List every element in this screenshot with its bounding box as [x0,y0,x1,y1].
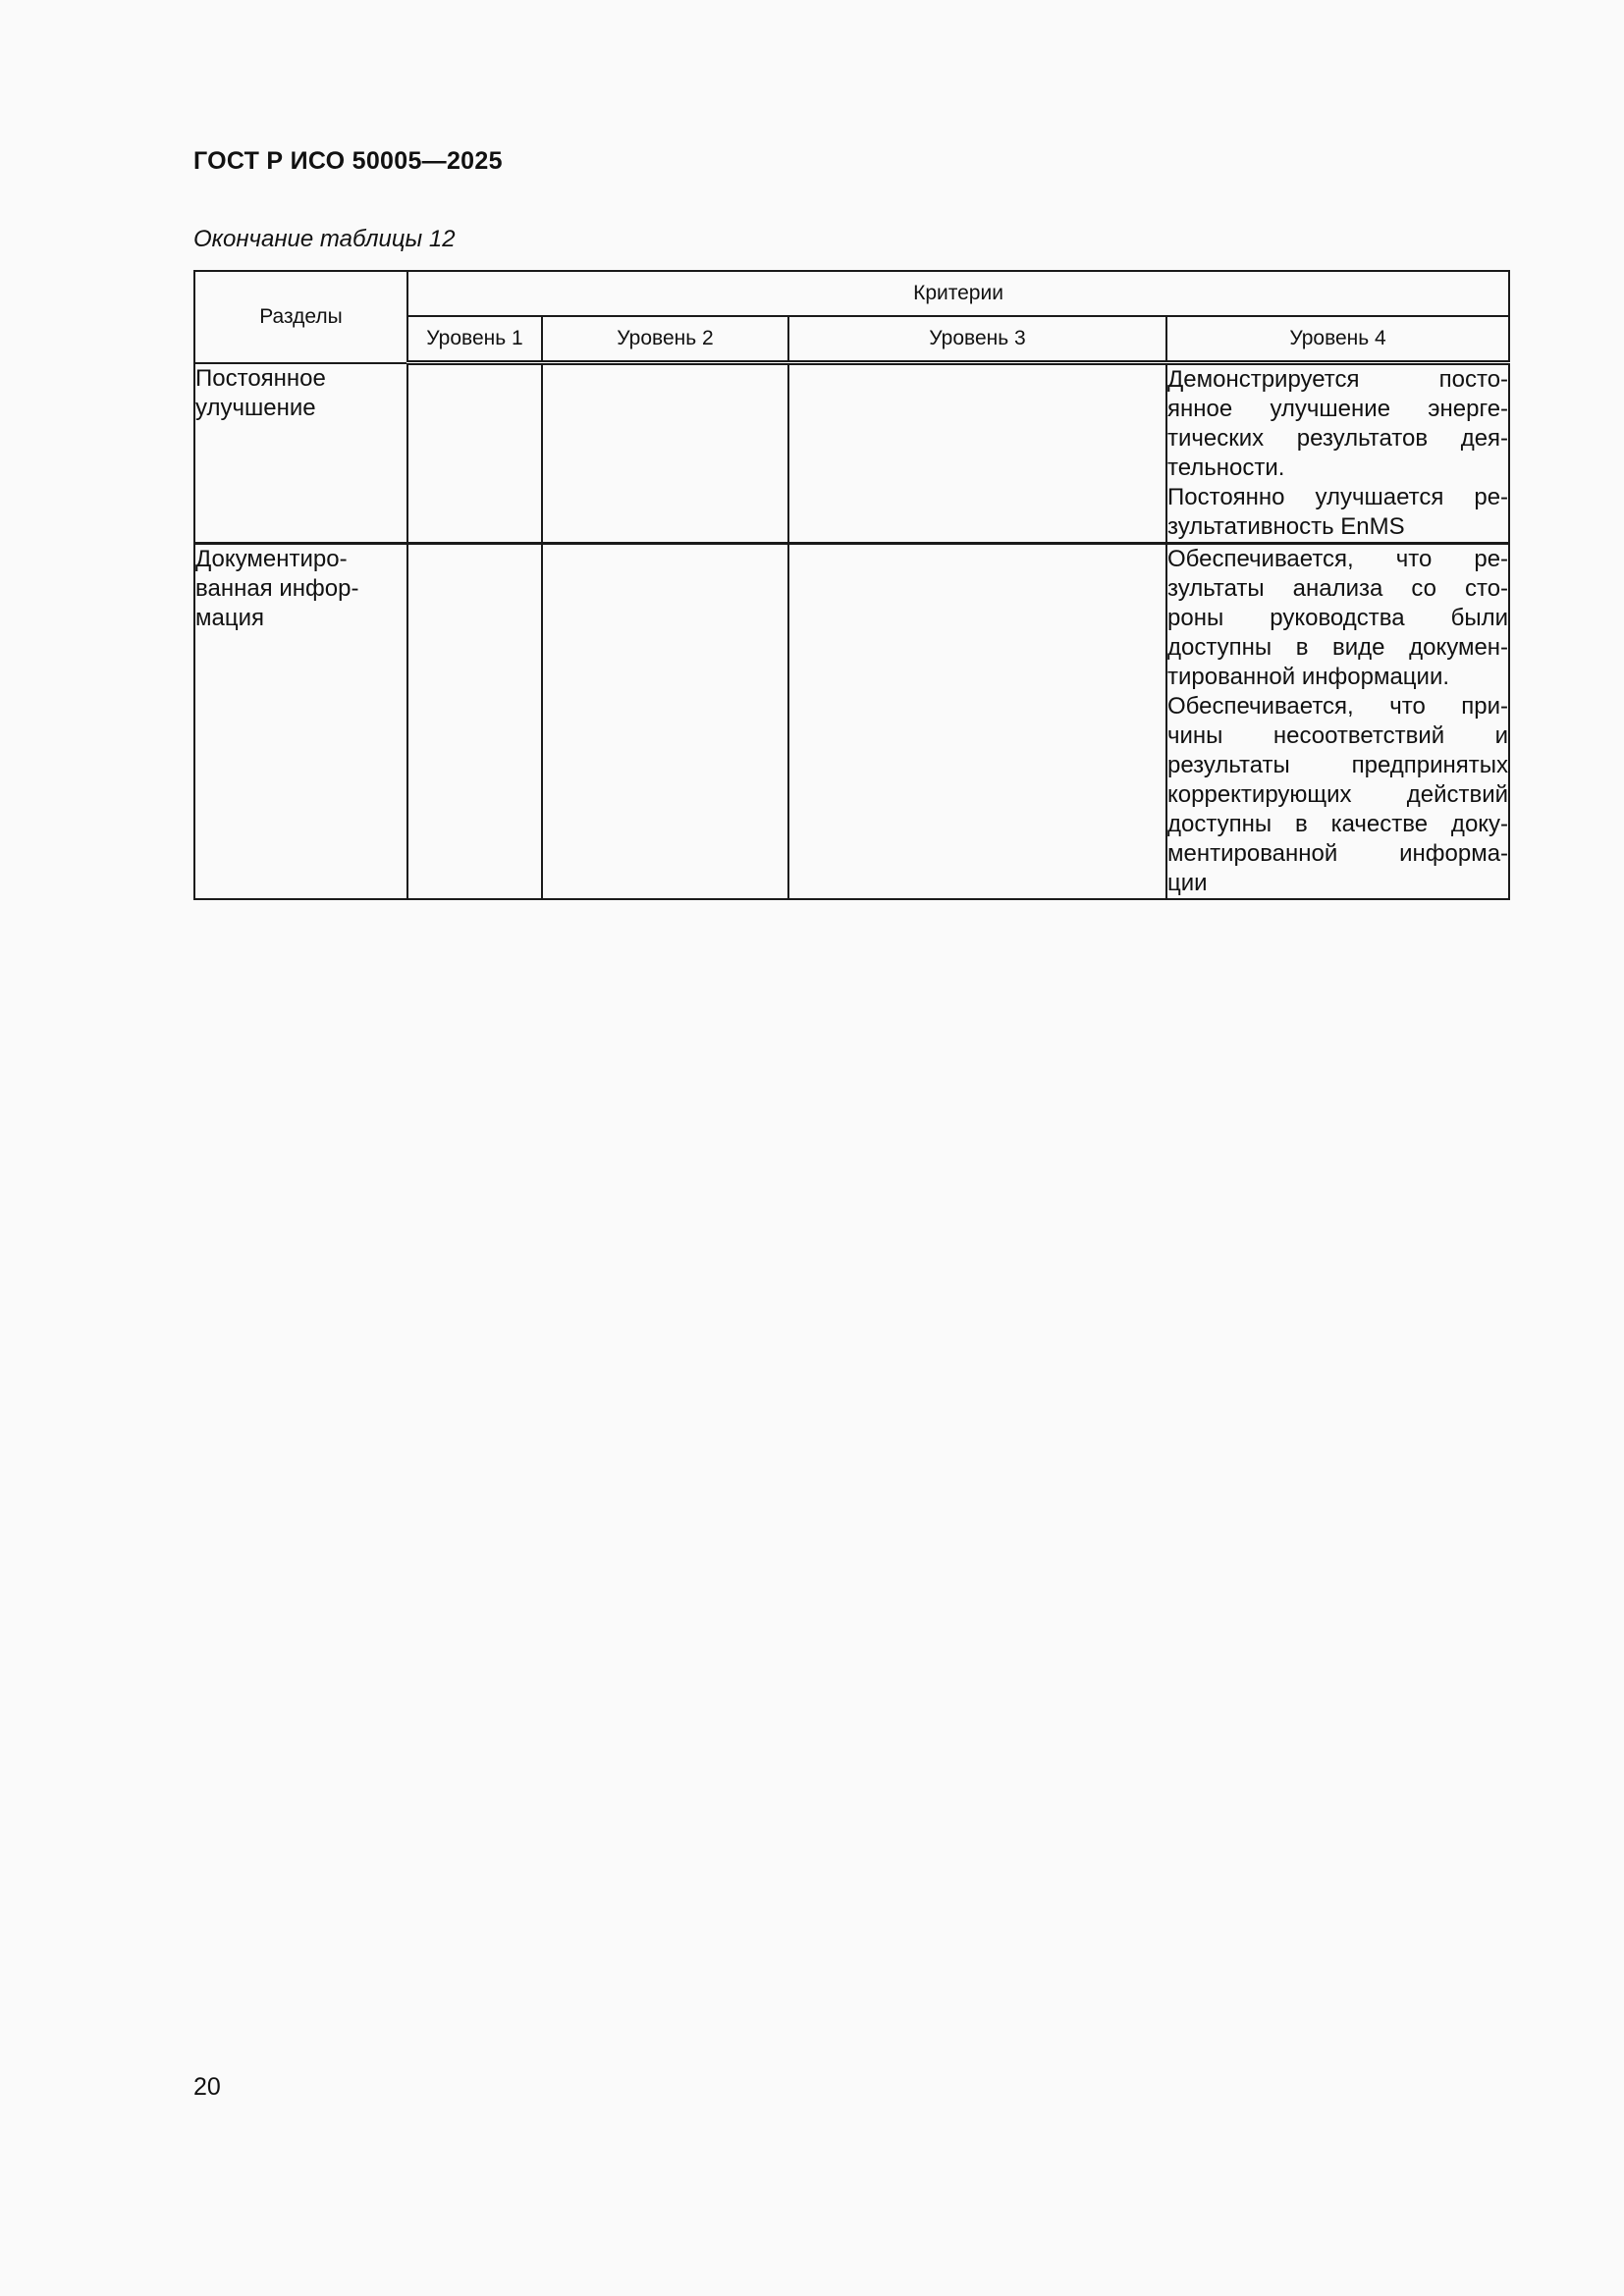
section-name-line: Постоянное [195,364,326,392]
level-4-line: роны руководства были [1167,605,1509,631]
level-1-cell [407,363,542,544]
section-name-line: мация [195,605,264,631]
table-row [194,544,1509,900]
level-4-cell [1166,544,1509,900]
level-4-line: ции [1167,870,1208,896]
level-4-line: Демонстрируется посто- [1167,366,1509,393]
header-level-1: Уровень 1 [407,316,542,363]
level-4-line: доступны в виде докумен- [1167,634,1509,661]
level-4-line: ментированной информа- [1167,840,1509,867]
level-2-cell [542,544,788,900]
section-name-cell [194,363,407,544]
section-name-line: улучшение [195,394,316,421]
level-4-line: тических результатов дея- [1167,425,1509,452]
level-4-line: Постоянно улучшается ре- [1167,484,1509,510]
level-4-line: Обеспечивается, что при- [1167,693,1509,720]
document-header: ГОСТ Р ИСО 50005—2025 [193,147,503,175]
header-level-4: Уровень 4 [1166,316,1509,363]
level-4-line: зультаты анализа со сто- [1167,575,1509,602]
level-4-line: Обеспечивается, что ре- [1167,546,1509,572]
section-name-cell [194,544,407,900]
level-4-line: тельности. [1167,454,1285,481]
section-name-line: ванная инфор- [195,575,359,602]
header-level-3: Уровень 3 [788,316,1166,363]
criteria-table [193,270,1510,900]
section-name-line: Документиро- [195,546,348,572]
level-4-line: доступны в качестве доку- [1167,811,1509,837]
header-level-2: Уровень 2 [542,316,788,363]
level-3-cell [788,363,1166,544]
level-1-cell [407,544,542,900]
level-4-line: чины несоответствий и [1167,722,1509,749]
level-3-cell [788,544,1166,900]
level-4-line: тированной информации. [1167,664,1450,690]
table-row [194,363,1509,544]
level-4-cell [1166,363,1509,544]
level-4-line: зультативность EnMS [1167,513,1405,540]
table-caption: Окончание таблицы 12 [193,226,456,252]
level-2-cell [542,363,788,544]
level-4-line: янное улучшение энерге- [1167,396,1509,422]
header-criteria: Критерии [407,271,1509,316]
level-4-line: результаты предпринятых [1167,752,1509,778]
level-4-line: корректирующих действий [1167,781,1509,808]
header-sections: Разделы [194,271,407,363]
page-number: 20 [193,2073,221,2101]
